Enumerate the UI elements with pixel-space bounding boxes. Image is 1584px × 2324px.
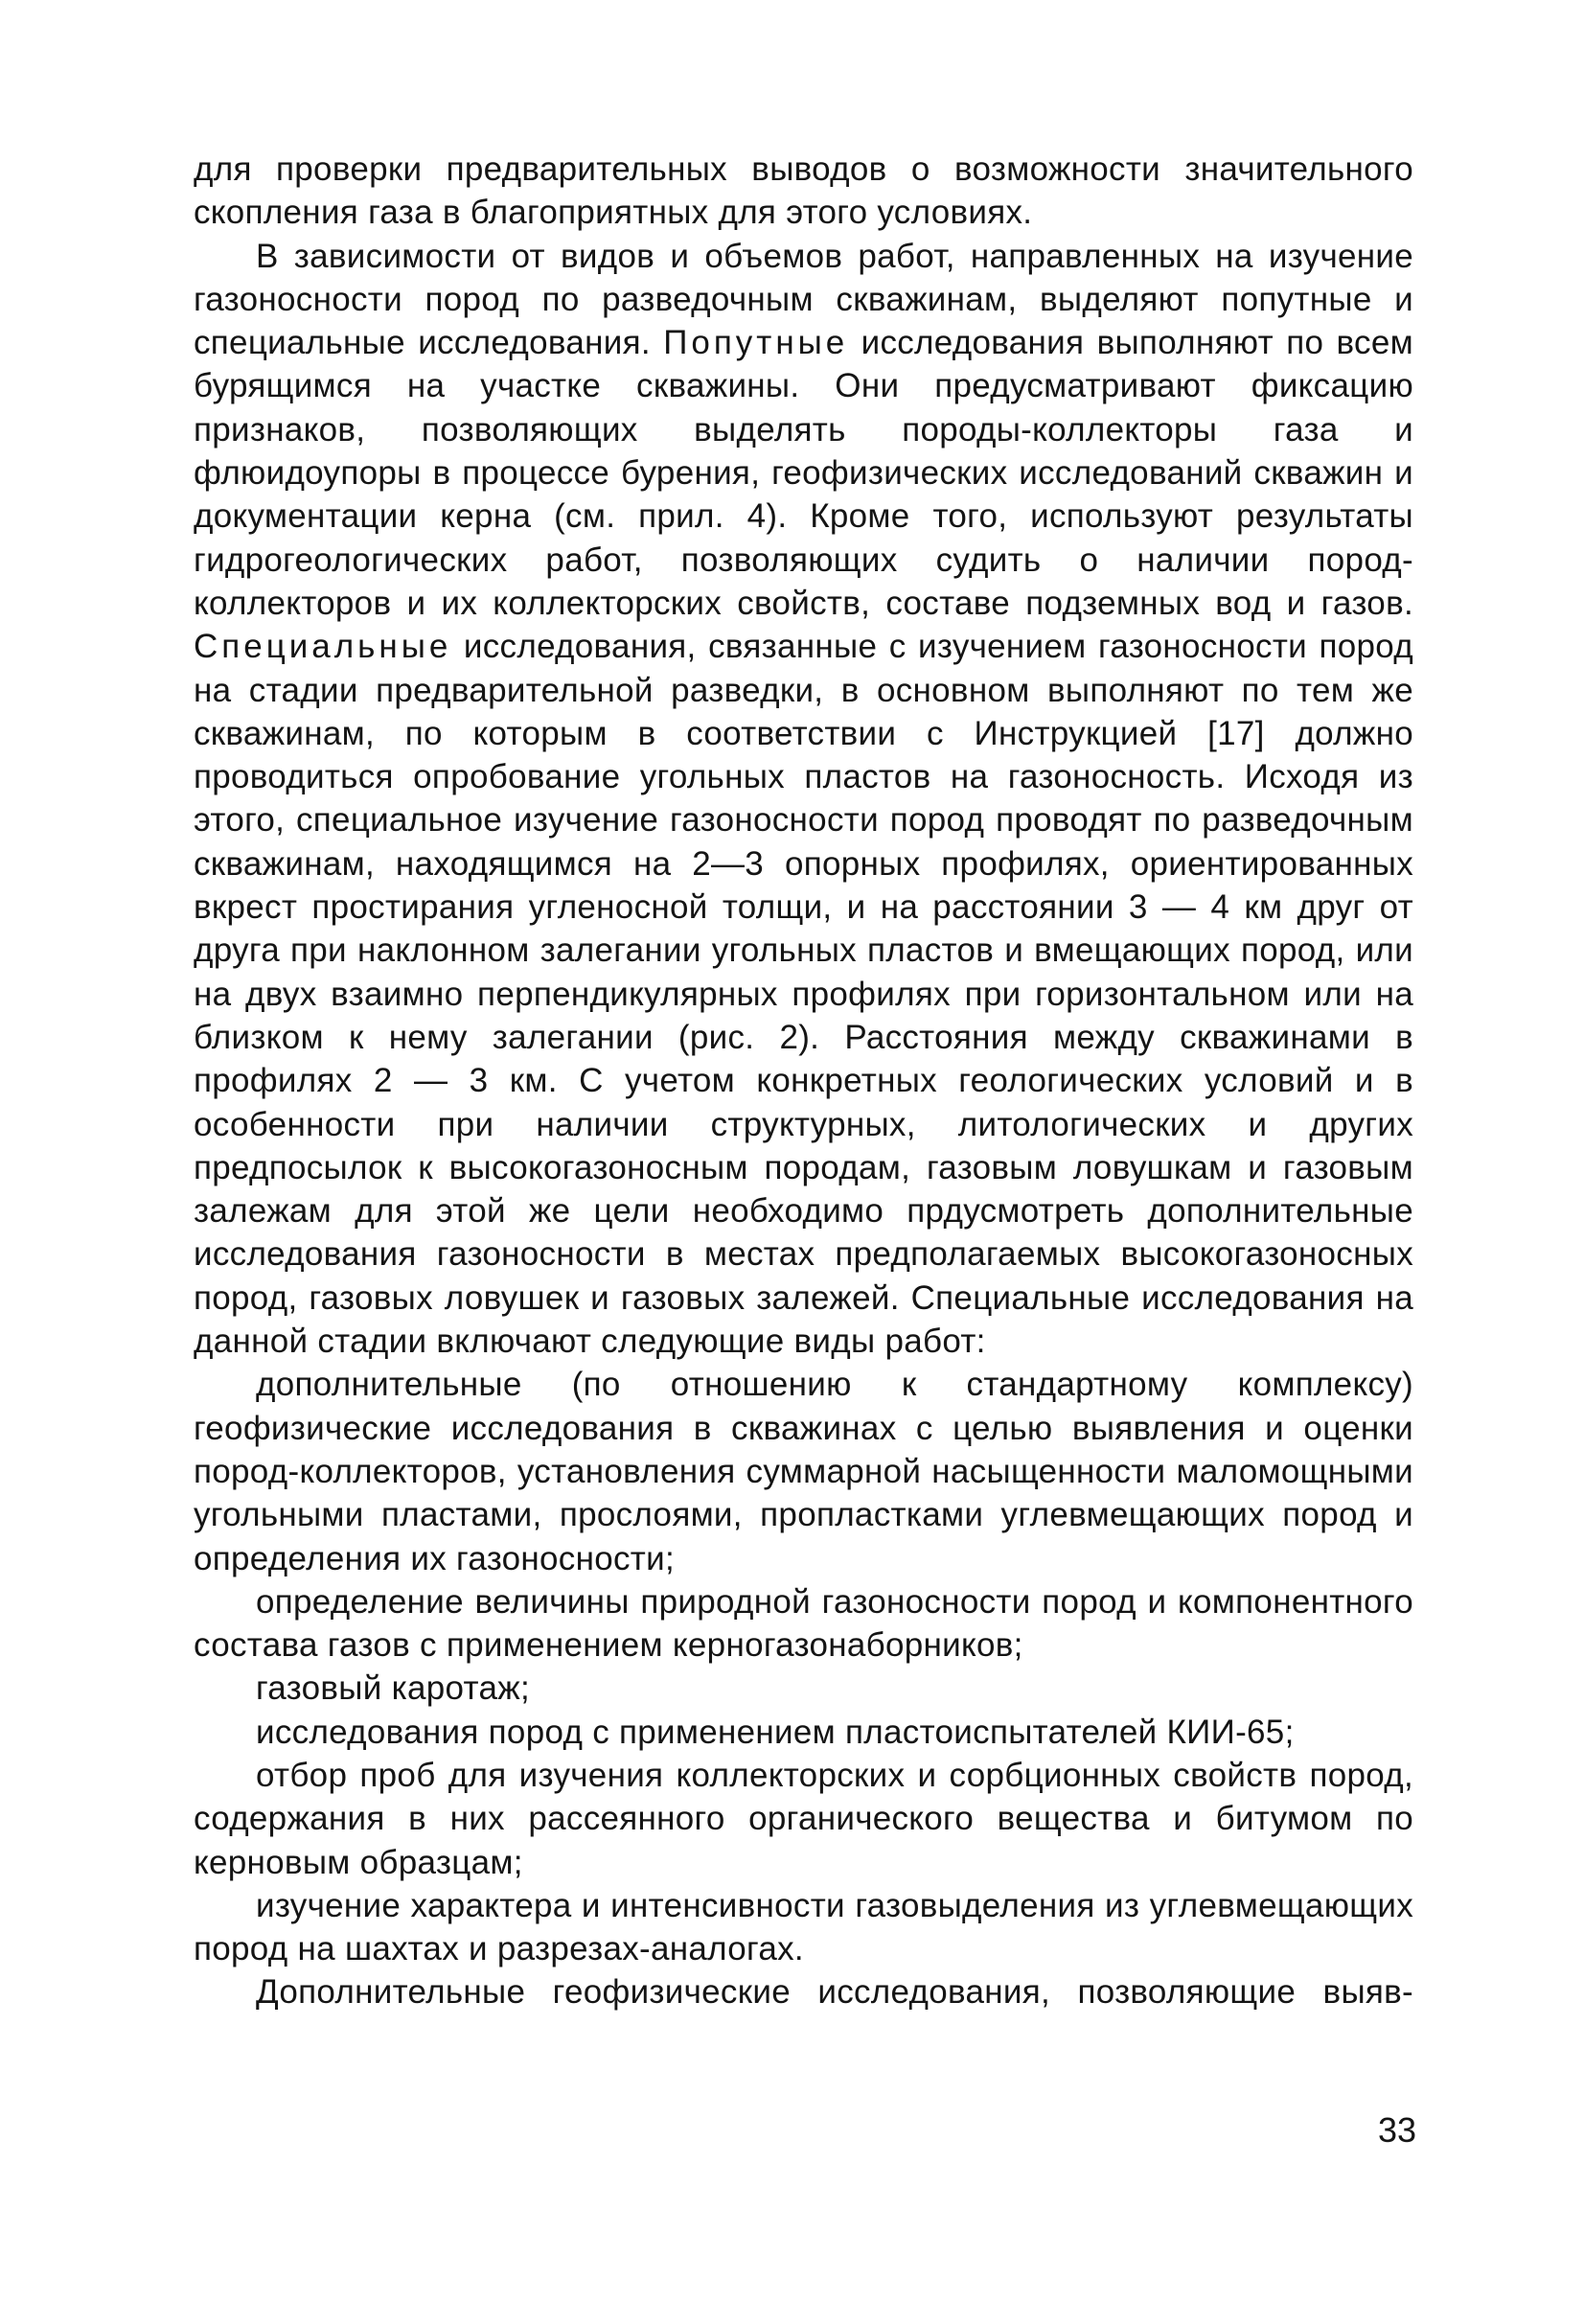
list-item-gas-content: определение величины природной газоносности пород и компонентного состава газов с применением керногазонаборников; — [194, 1582, 1413, 1665]
list-item-gas-logging: газовый каротаж; — [256, 1669, 530, 1708]
list-item-gas-emission: изучение характера и интенсивности газовыделения из углевмещающих пород на шахтах и разрезах-аналогах. — [194, 1886, 1413, 1968]
page-number: 33 — [1377, 2110, 1416, 2150]
paragraph-1: для проверки предварительных выводов о возможности значительного скопления газа в благоприятных для этого условиях. — [194, 150, 1413, 232]
paragraph-2 — [194, 235, 1413, 1364]
emphasis-popute: Попутные — [663, 324, 849, 362]
emphasis-special: Специальные — [194, 628, 452, 666]
list-item-formation-testers: исследования пород с применением пластоиспытателей КИИ-65; — [256, 1713, 1295, 1751]
paragraph-continuation: Дополнительные геофизические исследования, позволяющие выяв- — [256, 1973, 1413, 2012]
paragraph-2-part-b: исследования выполняют по всем бурящимся на участке скважины. Они предусматривают фиксацию признаков, позволяющих выделять породы-коллекторы газа и флюидоупоры в процессе бурения, геофизических исследований скважин и документации керна (см. прил. 4). Кроме того, используют результаты гидрогеологических работ, позволяющих судить о наличии пород-коллекторов и их коллекторских свойств, составе подземных вод и газов. — [194, 324, 1413, 622]
list-item-sampling: отбор проб для изучения коллекторских и сорбционных свойств пород, содержания в них рассеянного органического вещества и битумом по керновым образцам; — [194, 1756, 1413, 1881]
body-text — [194, 148, 1413, 2014]
paragraph-2-part-a: В зависимости от видов и объемов работ, направленных на изучение газоносности пород по разведочным скважинам, выделяют попутные и специальные исследования. — [194, 237, 1413, 362]
list-item-geophysics: дополнительные (по отношению к стандартному комплексу) геофизические исследования в скважинах с целью выявления и оценки пород-коллекторов, установления суммарной насыщенности маломощными угольными пластами, прослоями, пропластками углевмещающих пород и определения их газоносности; — [194, 1366, 1413, 1577]
paragraph-2-part-c: исследования, связанные с изучением газоносности пород на стадии предварительной разведки, в основном выполняют по тем же скважинам, по которым в соответствии с Инструкцией [17] должно проводиться опробование угольных пластов на газоносность. Исходя из этого, специальное изучение газоносности пород проводят по разведочным скважинам, находящимся на 2—3 опорных профилях, ориентированных вкрест простирания угленосной толщи, и на расстоянии 3 — 4 км друг от друга при наклонном залегании угольных пластов и вмещающих пород, или на двух взаимно перпендикулярных профилях при горизонтальном или на близком к нему залегании (рис. 2). Расстояния между скважинами в профилях 2 — 3 км. С учетом конкретных геологических условий и в особенности при наличии структурных, литологических и других предпосылок к высокогазоносным породам, газовым ловушкам и газовым залежам для этой же цели необходимо прдусмотреть дополнительные исследования газоносности в местах предполагаемых высокогазоносных пород, газовых ловушек и газовых залежей. Специальные исследования на данной стадии включают следующие виды работ: — [194, 628, 1414, 1361]
